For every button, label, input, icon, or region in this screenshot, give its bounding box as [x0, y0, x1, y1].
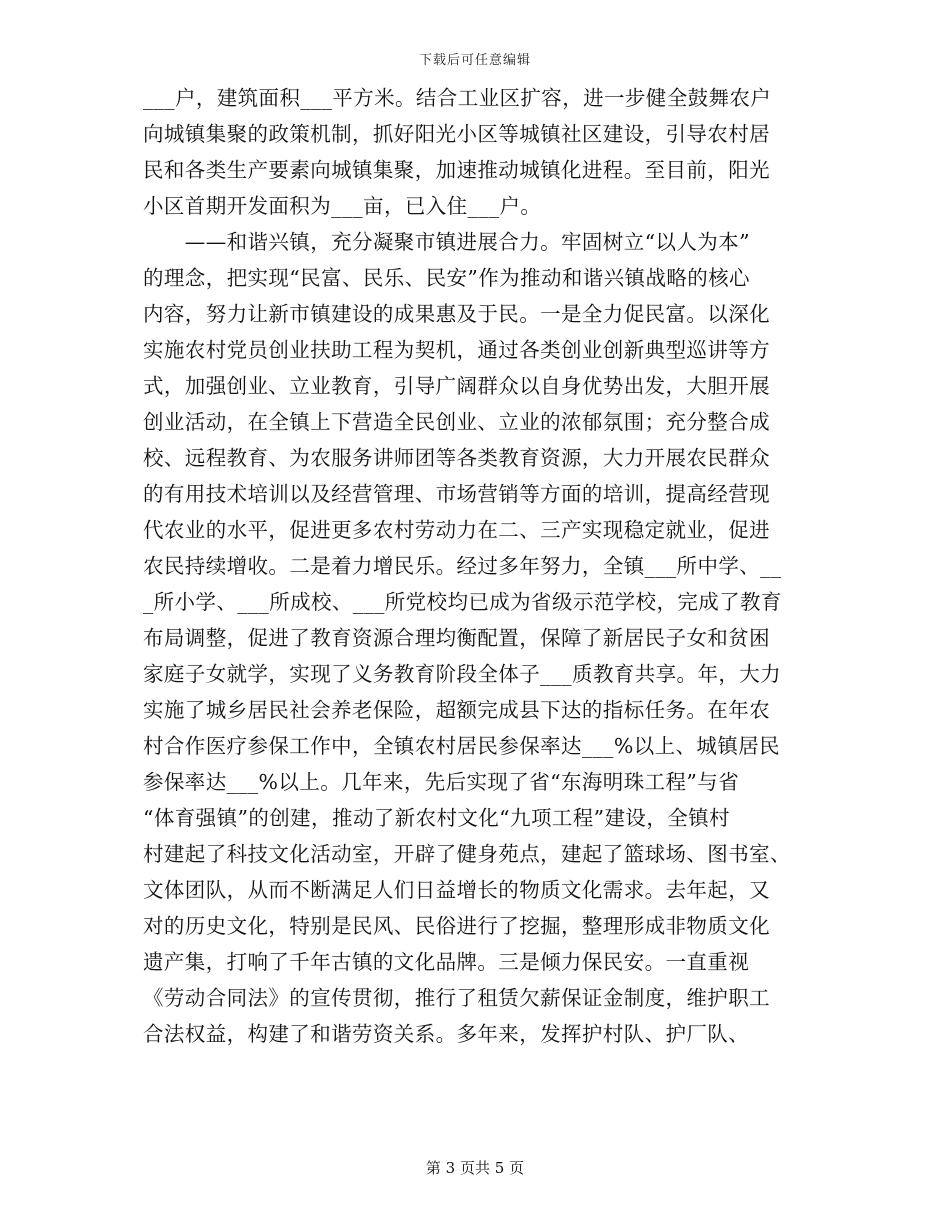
page-header: 下载后可任意编辑 [418, 53, 531, 68]
text-line: 《劳动合同法》的宣传贯彻，推行了租赁欠薪保证金制度，维护职工 [143, 986, 770, 1010]
page-footer: 第 3 页共 5 页 [425, 1159, 525, 1177]
text-line: 校、远程教育、为农服务讲师团等各类教育资源，大力开展农民群众 [143, 446, 770, 470]
text-line: 布局调整，促进了教育资源合理均衡配置，保障了新居民子女和贫困 [143, 626, 770, 650]
text-line: 实施了城乡居民社会养老保险，超额完成县下达的指标任务。在年农 [143, 698, 770, 722]
text-line: 遗产集，打响了千年古镇的文化品牌。三是倾力保民安。一直重视 [143, 950, 750, 974]
text-line: 家庭子女就学，实现了义务教育阶段全体子___质教育共享。年，大力 [143, 662, 782, 686]
text-line: 创业活动，在全镇上下营造全民创业、立业的浓郁氛围；充分整合成 [143, 410, 770, 434]
text-line: 合法权益，构建了和谐劳资关系。多年来，发挥护村队、护厂队、 [143, 1022, 750, 1046]
text-line: 式，加强创业、立业教育，引导广阔群众以自身优势出发，大胆开展 [143, 374, 770, 398]
text-line: 的理念，把实现“民富、民乐、民安”作为推动和谐兴镇战略的核心 [143, 266, 750, 290]
text-line: 内容，努力让新市镇建设的成果惠及于民。一是全力促民富。以深化 [143, 302, 770, 326]
text-line: ——和谐兴镇，充分凝聚市镇进展合力。牢固树立“以人为本” [143, 230, 750, 254]
text-line: 村建起了科技文化活动室，开辟了健身苑点，建起了篮球场、图书室、 [143, 842, 791, 866]
text-line: 的有用技术培训以及经营管理、市场营销等方面的培训，提高经营现 [143, 482, 770, 506]
text-line: 向城镇集聚的政策机制，抓好阳光小区等城镇社区建设，引导农村居 [143, 122, 770, 146]
text-line: 村合作医疗参保工作中，全镇农村居民参保率达___%以上、城镇居民 [143, 734, 781, 758]
text-line: “体育强镇”的创建，推动了新农村文化“九项工程”建设，全镇村 [143, 806, 730, 830]
text-line: 代农业的水平，促进更多农村劳动力在二、三产实现稳定就业，促进 [143, 518, 770, 542]
text-line: 民和各类生产要素向城镇集聚，加速推动城镇化进程。至目前，阳光 [143, 158, 770, 182]
text-line: ___户，建筑面积___平方米。结合工业区扩容，进一步健全鼓舞农户 [143, 86, 772, 110]
text-line: 参保率达___%以上。几年来，先后实现了省“东海明珠工程”与省 [143, 770, 740, 794]
text-line: 农民持续增收。二是着力增民乐。经过多年努力，全镇___所中学、__ [143, 554, 782, 578]
text-line: _所小学、___所成校、___所党校均已成为省级示范学校，完成了教育 [143, 590, 782, 614]
document-body [143, 80, 793, 1052]
text-line: 实施农村党员创业扶助工程为契机，通过各类创业创新典型巡讲等方 [143, 338, 770, 362]
text-line: 文体团队，从而不断满足人们日益增长的物质文化需求。去年起，又 [143, 878, 770, 902]
text-line: 小区首期开发面积为___亩，已入住___户。 [143, 194, 542, 218]
text-line: 对的历史文化，特别是民风、民俗进行了挖掘，整理形成非物质文化 [143, 914, 770, 938]
